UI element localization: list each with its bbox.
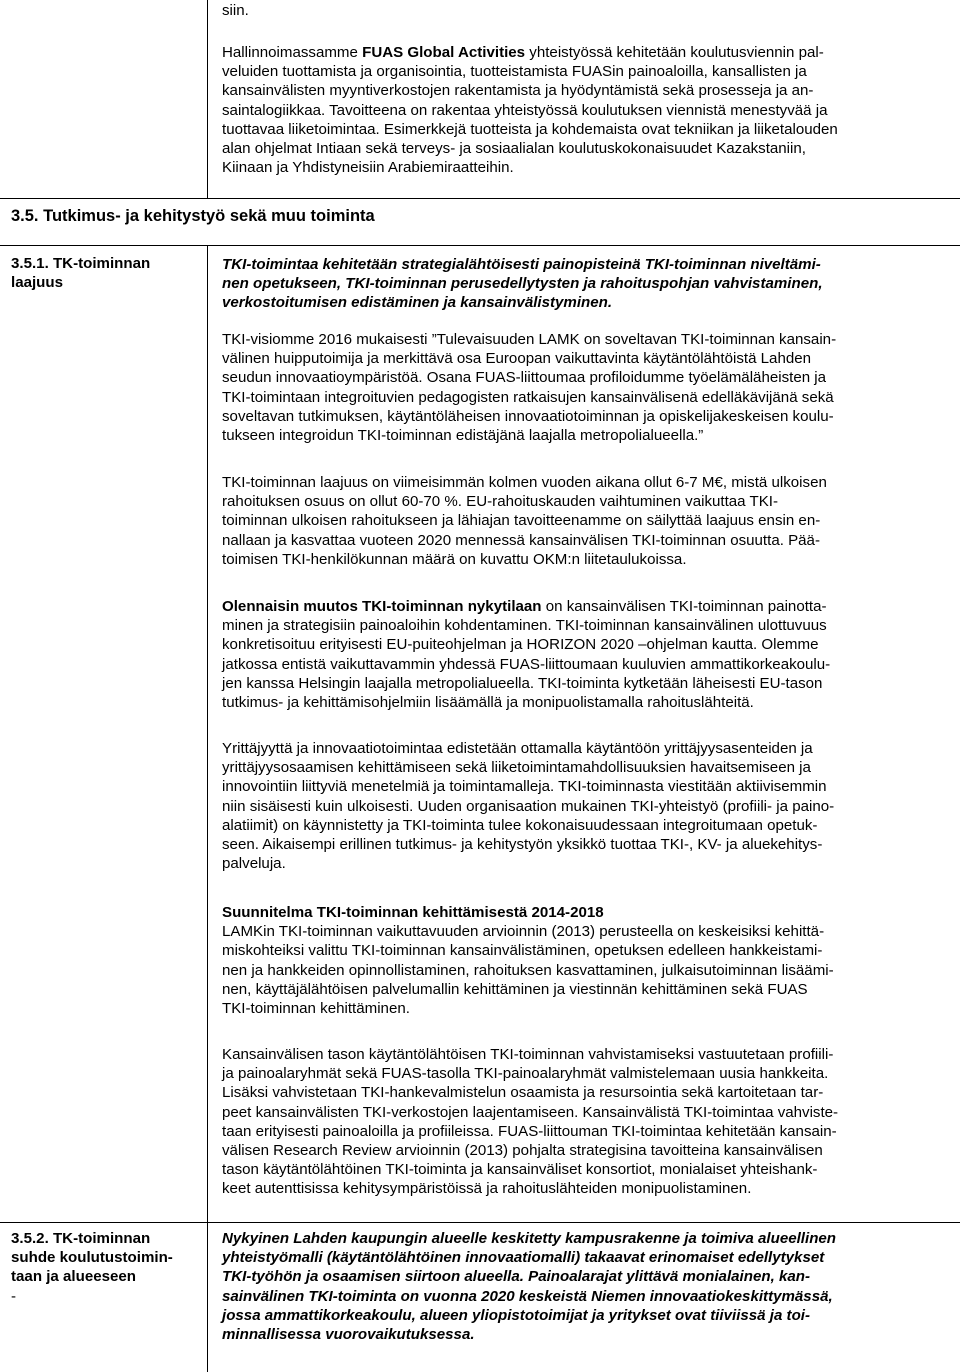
international-tki-line: peet kansainvälisten TKI-verkostojen laajentamiseen. Kansainvälistä TKI-toimintaa vahviste- — [222, 1103, 839, 1121]
tki-intro-paragraph — [222, 255, 823, 313]
tki-change-line: konkretisoituu erityisesti EU-puiteohjelman ja HORIZON 2020 –ohjelman kautta. Olemme — [222, 636, 819, 654]
section-rule-bottom — [0, 245, 960, 246]
development-plan-paragraph — [222, 903, 834, 1018]
tki-intro-line: nen opetukseen, TKI-toiminnan perusedellytysten ja rahoituspohjan vahvistaminen, — [222, 275, 823, 293]
campus-intro-line: minnallisessa vuorovaikutuksessa. — [222, 1326, 475, 1344]
tki-scope-paragraph — [222, 473, 827, 569]
entrepreneurship-paragraph — [222, 739, 834, 873]
development-plan-line: LAMKin TKI-toiminnan vaikuttavuuden arvioinnin (2013) perusteella on keskeisiksi kehittä- — [222, 923, 825, 941]
fuas-line: saintalogiikkaa. Tavoitteena on rakentaa yhteistyössä koulutuksen viennistä menestyvää ja — [222, 101, 828, 119]
subsection-title-line: 3.5.2. TK-toiminnan — [11, 1230, 151, 1247]
tki-scope-line: TKI-toiminnan laajuus on viimeisimmän kolmen vuoden aikana ollut 6-7 M€, mistä ulkoisen — [222, 474, 827, 491]
fuas-line: alan ohjelmat Intiaan sekä terveys- ja sosiaalialan koulutuskokonaisuudet Kazakstaniin, — [222, 140, 806, 158]
tki-vision-line: seudun innovaatioympäristöä. Osana FUAS-liittoumaa profiloidumme työelämäläheisten ja — [222, 369, 827, 387]
column-divider-sub1 — [207, 245, 208, 1222]
international-tki-line: Lisäksi vahvistetaan TKI-hankevalmistelun osaamista ja resursointia sekä kartoitetaan tar- — [222, 1084, 824, 1102]
campus-intro-line: yhteistyömalli (käytäntölähtöinen innovaatiomalli) takaavat erinomaiset edellytykset — [222, 1249, 825, 1267]
entrepreneurship-line: niin sisäisesti kuin ulkoisesti. Uuden organisaation mukainen TKI-yhteistyö (profiili- ja paino- — [222, 797, 835, 815]
tki-change-line: jen kanssa Helsingin laajalla metropolialueella. TKI-toiminta kytketään läheisesti EU-tason — [222, 674, 823, 692]
international-tki-paragraph — [222, 1045, 838, 1199]
fuas-lead: Hallinnoimassamme — [222, 44, 363, 61]
campus-intro-line: sainvälinen TKI-toiminta on vuonna 2020 keskeistä Niemen innovaatiokeskittymässä, — [222, 1287, 833, 1305]
fragment-line: siin. — [222, 2, 249, 19]
subsection-title-line: taan ja alueeseen — [11, 1268, 137, 1286]
development-plan-heading: Suunnitelma TKI-toiminnan kehittämisestä 2014-2018 — [222, 904, 604, 921]
fuas-line: kansainvälisten myyntiverkostojen rakentamista ja hyödyntämistä sekä prosesseja ja an- — [222, 82, 814, 100]
fuas-paragraph — [222, 43, 838, 177]
tki-vision-paragraph — [222, 330, 836, 445]
entrepreneurship-line: alatiimit) on käynnistetty ja TKI-toiminta tulee kokonaisuudessaan integroitumaan opetuk- — [222, 816, 818, 834]
tki-change-line: jatkossa entistä vaikuttavammin yhdessä FUAS-liittoumaan kuuluvien ammattikorkeakoulu- — [222, 655, 831, 673]
subsection-title-2 — [11, 1229, 173, 1306]
campus-intro-line: Nykyinen Lahden kaupungin alueelle keskitetty kampusrakenne ja toimiva alueellinen — [222, 1230, 837, 1247]
tki-scope-line: nallaan ja kasvattaa vuoteen 2020 mennessä kansainvälisen TKI-toiminnan osuutta. Pää- — [222, 531, 820, 549]
development-plan-line: miskohteiksi valittu TKI-toiminnan kansainvälistäminen, opetuksen edelleen hankkeistami- — [222, 942, 823, 960]
international-tki-line: välisen Research Review arvioinnin (2013) pohjalta strategisina tavoitteina kansainvälisen — [222, 1142, 823, 1160]
fuas-line-1 — [222, 43, 838, 62]
section-rule-top — [0, 198, 960, 199]
campus-intro-line: jossa ammattikorkeakoulu, alueen yliopistotoimijat ja yritykset ovat tiiviissä ja toi- — [222, 1306, 811, 1324]
international-tki-line: ja painoalaryhmät sekä FUAS-tasolla TKI-painoalaryhmät valmistelemaan uusia hankkeita. — [222, 1065, 829, 1083]
tki-vision-line: TKI-visiomme 2016 mukaisesti ”Tulevaisuuden LAMK on soveltavan TKI-toiminnan kansain- — [222, 331, 837, 348]
international-tki-line: taan erityisesti painoaloilla ja profiileissa. FUAS-liittouman TKI-toimintaa kehitetään kansain- — [222, 1122, 837, 1140]
international-tki-line: keet autenttisissa kehitysympäristöissä ja rahoituslähteiden monipuolistaminen. — [222, 1180, 752, 1198]
subsection-title-line: suhde koulutustoimin- — [11, 1249, 173, 1267]
subsection-title-1 — [11, 254, 150, 292]
entrepreneurship-line: innovointiin liittyviä menetelmiä ja toimintamalleja. TKI-toiminnasta viestitään aktiivisemmin — [222, 778, 827, 796]
tki-vision-line: soveltavan tutkimuksen, käytäntöläheisen innovaatiotoiminnan ja opiskelijakeskeisen koulu- — [222, 407, 834, 425]
tki-change-rest: on kansainvälisen TKI-toiminnan painotta- — [541, 598, 827, 615]
column-divider-sub2 — [207, 1222, 208, 1372]
tki-intro-line: verkostoitumisen edistäminen ja kansainvälistyminen. — [222, 294, 613, 312]
campus-intro-line: TKI-työhön ja osaamisen siirtoon alueella. Painoalarajat ylittävä monialainen, kan- — [222, 1268, 810, 1286]
tki-vision-line: tukseen integroidun TKI-toiminnan edistäjänä laajalla metropolialueella.” — [222, 427, 704, 445]
campus-intro-paragraph — [222, 1229, 836, 1344]
tki-scope-line: rahoituksen osuus on ollut 60-70 %. EU-rahoituskauden vaihtuminen vaikuttaa TKI- — [222, 493, 778, 511]
development-plan-line: nen, käyttäjälähtöisen palvelumallin kehittäminen ja viestinnän kehittäminen sekä FUAS — [222, 980, 808, 998]
international-tki-line: tason käytäntölähtöinen TKI-toiminta ja kansainväliset konsortiot, monialaiset yhteishank- — [222, 1161, 818, 1179]
fragment-text — [222, 1, 249, 20]
fuas-bold-name: FUAS Global Activities — [362, 44, 526, 61]
fuas-line1-rest: yhteistyössä kehitetään koulutusviennin pal- — [525, 44, 824, 61]
fuas-line: tuottavaa liiketoimintaa. Esimerkkejä tuotteista ja kohdemaista ovat tekniikan ja liiketalouden — [222, 120, 838, 138]
subsection-title-line: - — [11, 1287, 17, 1305]
tki-change-line: minen ja strategisiin painoaloihin kohdentaminen. TKI-toiminnan kansainvälinen ulottuvuus — [222, 617, 827, 635]
development-plan-line: nen ja hankkeiden opinnollistaminen, rahoituksen kasvattaminen, julkaisutoiminnan lisäämi- — [222, 961, 834, 979]
international-tki-line: Kansainvälisen tason käytäntölähtöisen TKI-toiminnan vahvistamiseksi vastuutetaan profiili- — [222, 1046, 834, 1063]
subsection-title-line: laajuus — [11, 274, 64, 292]
subsection-rule — [0, 1222, 960, 1223]
tki-change-paragraph — [222, 597, 830, 712]
tki-vision-line: välinen huipputoimija ja merkittävä osa Euroopan vaikuttavinta käytäntölähtöistä Lahden — [222, 350, 812, 368]
fuas-line: veluiden tuottamista ja organisointia, tuotteistamista FUASin painoaloilla, kansallisten ja — [222, 63, 807, 81]
entrepreneurship-line: seen. Aikaisempi erillinen tutkimus- ja kehitystyön yksikkö tuottaa TKI-, KV- ja aluekehitys- — [222, 836, 823, 854]
tki-change-line-1 — [222, 597, 830, 616]
tki-scope-line: toiminnan ulkoisen rahoitukseen ja lähiajan tavoitteenamme on säilyttää laajuus ensin en- — [222, 512, 821, 530]
fuas-line: Kiinaan ja Yhdistyneisiin Arabiemiraatteihin. — [222, 159, 514, 177]
section-heading: 3.5. Tutkimus- ja kehitystyö sekä muu toiminta — [11, 207, 375, 225]
development-plan-line: TKI-toiminnan kehittäminen. — [222, 1000, 410, 1018]
entrepreneurship-line: Yrittäjyyttä ja innovaatiotoimintaa edistetään ottamalla käytäntöön yrittäjyysasenteiden ja — [222, 740, 813, 757]
subsection-title-line: 3.5.1. TK-toiminnan — [11, 255, 151, 272]
tki-intro-line: TKI-toimintaa kehitetään strategialähtöisesti painopisteinä TKI-toiminnan niveltämi- — [222, 256, 821, 273]
tki-change-bold: Olennaisin muutos TKI-toiminnan nykytilaan — [222, 598, 542, 615]
tki-scope-line: toimisen TKI-henkilökunnan määrä on kuvattu OKM:n liitetaulukoissa. — [222, 550, 687, 568]
entrepreneurship-line: yrittäjyysosaamisen kehittämiseen sekä liiketoimintamahdollisuuksien havaitsemiseen ja — [222, 759, 811, 777]
column-divider-top — [207, 0, 208, 198]
entrepreneurship-line: palveluja. — [222, 855, 286, 873]
tki-change-line: tutkimus- ja kehittämisohjelmiin lisäämällä ja monipuolistamalla rahoituslähteitä. — [222, 694, 754, 712]
tki-vision-line: TKI-toimintaan integroituvien pedagogisten ratkaisujen kansainvälisenä edelläkävijänä sekä — [222, 388, 834, 406]
